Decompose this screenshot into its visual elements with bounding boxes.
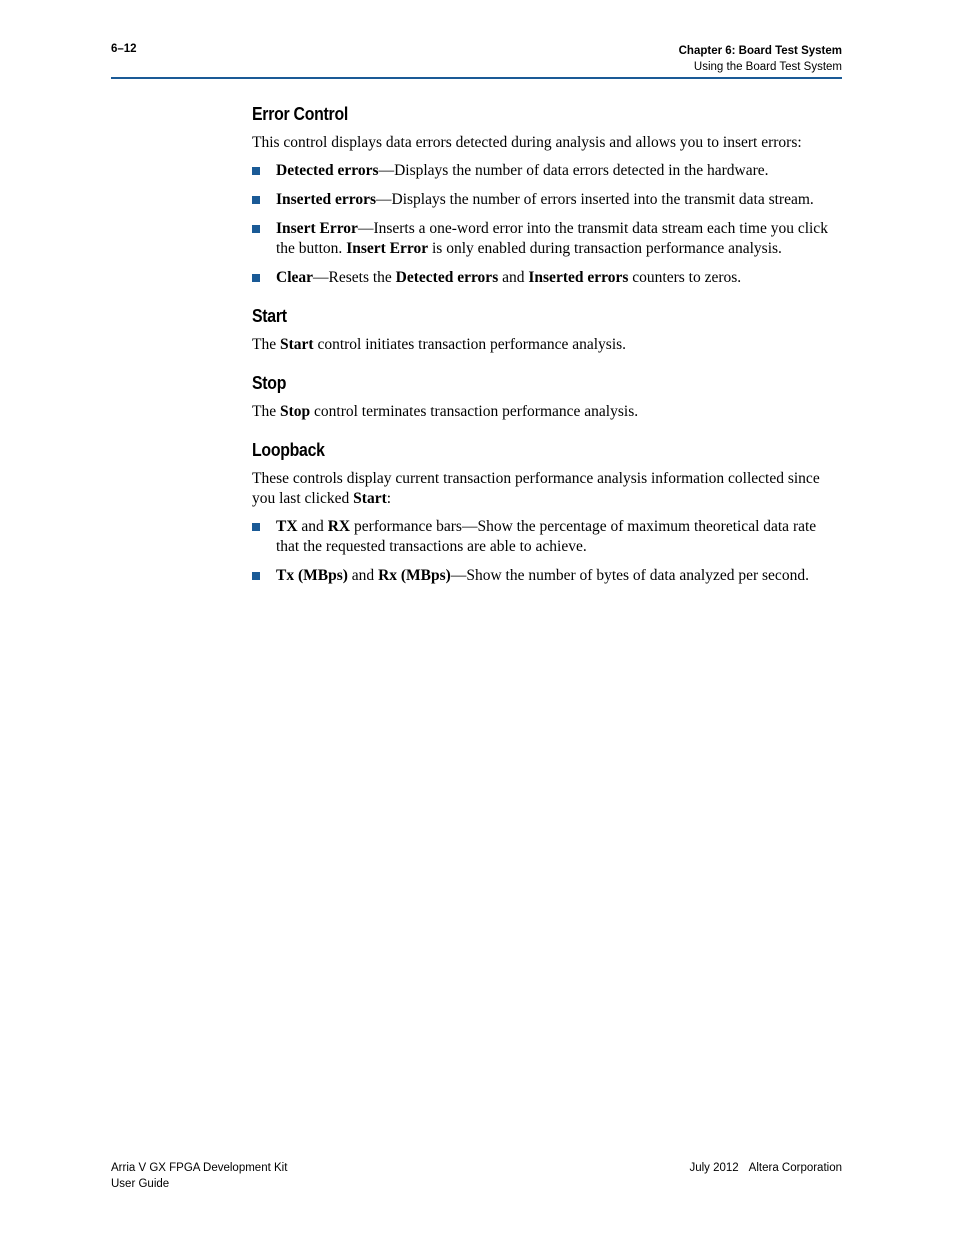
list-item — [252, 219, 842, 259]
item-text: and — [498, 269, 529, 286]
header-rule — [111, 77, 842, 79]
running-header — [679, 43, 842, 75]
bullet-icon — [252, 167, 260, 175]
heading-error-control: Error Control — [252, 104, 349, 124]
stop-description — [252, 402, 842, 422]
footer-title-line1: Arria V GX FPGA Development Kit — [111, 1162, 288, 1174]
intro-text: These controls display current transaction performance analysis information collected since you last clicked — [252, 470, 820, 507]
list-item — [252, 161, 842, 181]
section-start — [252, 306, 842, 355]
item-text: —Show the number of bytes of data analyzed per second. — [450, 567, 809, 584]
item-text: counters to zeros. — [628, 269, 742, 286]
term: TX — [276, 518, 298, 535]
term: Detected errors — [276, 162, 379, 179]
page-body — [252, 104, 842, 604]
heading-stop: Stop — [252, 373, 287, 393]
term: Clear — [276, 269, 314, 286]
stop-pre: The — [252, 403, 280, 420]
page-number: 6–12 — [111, 43, 137, 55]
term: Tx (MBps) — [276, 567, 348, 584]
bullet-icon — [252, 523, 260, 531]
list-item — [252, 517, 842, 557]
footer-publish-info — [689, 1160, 842, 1176]
error-control-list — [252, 161, 842, 288]
list-item — [252, 268, 842, 288]
footer-company: Altera Corporation — [748, 1162, 842, 1174]
term: Detected errors — [395, 269, 499, 286]
heading-start: Start — [252, 306, 287, 326]
list-item — [252, 190, 842, 210]
intro-end: : — [386, 490, 392, 507]
term: Inserted errors — [528, 269, 629, 286]
term: Inserted errors — [276, 191, 377, 208]
bullet-icon — [252, 225, 260, 233]
footer-doc-title — [111, 1160, 287, 1192]
item-text: —Displays the number of errors inserted into the transmit data stream. — [376, 191, 814, 208]
section-error-control — [252, 104, 842, 288]
chapter-title: Chapter 6: Board Test System — [678, 45, 842, 57]
bullet-icon — [252, 572, 260, 580]
section-loopback — [252, 440, 842, 586]
term: Insert Error — [276, 220, 358, 237]
section-stop — [252, 373, 842, 422]
loopback-intro — [252, 469, 842, 509]
item-text: is only enabled during transaction performance analysis. — [428, 240, 782, 257]
item-text: and — [347, 567, 379, 584]
stop-post: control terminates transaction performance analysis. — [310, 403, 639, 420]
term: Insert Error — [346, 240, 429, 257]
item-text: —Displays the number of data errors detected in the hardware. — [378, 162, 769, 179]
term: Start — [279, 336, 314, 353]
term: Rx (MBps) — [378, 567, 451, 584]
footer-title-line2: User Guide — [111, 1178, 170, 1190]
list-item — [252, 566, 842, 586]
footer-date: July 2012 — [689, 1162, 739, 1174]
term: Start — [353, 490, 387, 507]
start-description — [252, 335, 842, 355]
start-pre: The — [252, 336, 280, 353]
bullet-icon — [252, 196, 260, 204]
item-text: —Resets the — [313, 269, 396, 286]
heading-loopback: Loopback — [252, 440, 325, 460]
term: RX — [327, 518, 351, 535]
item-text: —Inserts a one-word error into the transmit data stream each time you click the button. — [276, 220, 828, 257]
section-title: Using the Board Test System — [693, 61, 842, 73]
bullet-icon — [252, 274, 260, 282]
item-text: performance bars—Show the percentage of maximum theoretical data rate that the requested transactions are able to achieve. — [276, 518, 817, 555]
error-control-intro: This control displays data errors detected during analysis and allows you to insert errors: — [252, 134, 802, 151]
loopback-list — [252, 517, 842, 586]
item-text: and — [297, 518, 328, 535]
term: Stop — [279, 403, 311, 420]
start-post: control initiates transaction performance analysis. — [313, 336, 627, 353]
